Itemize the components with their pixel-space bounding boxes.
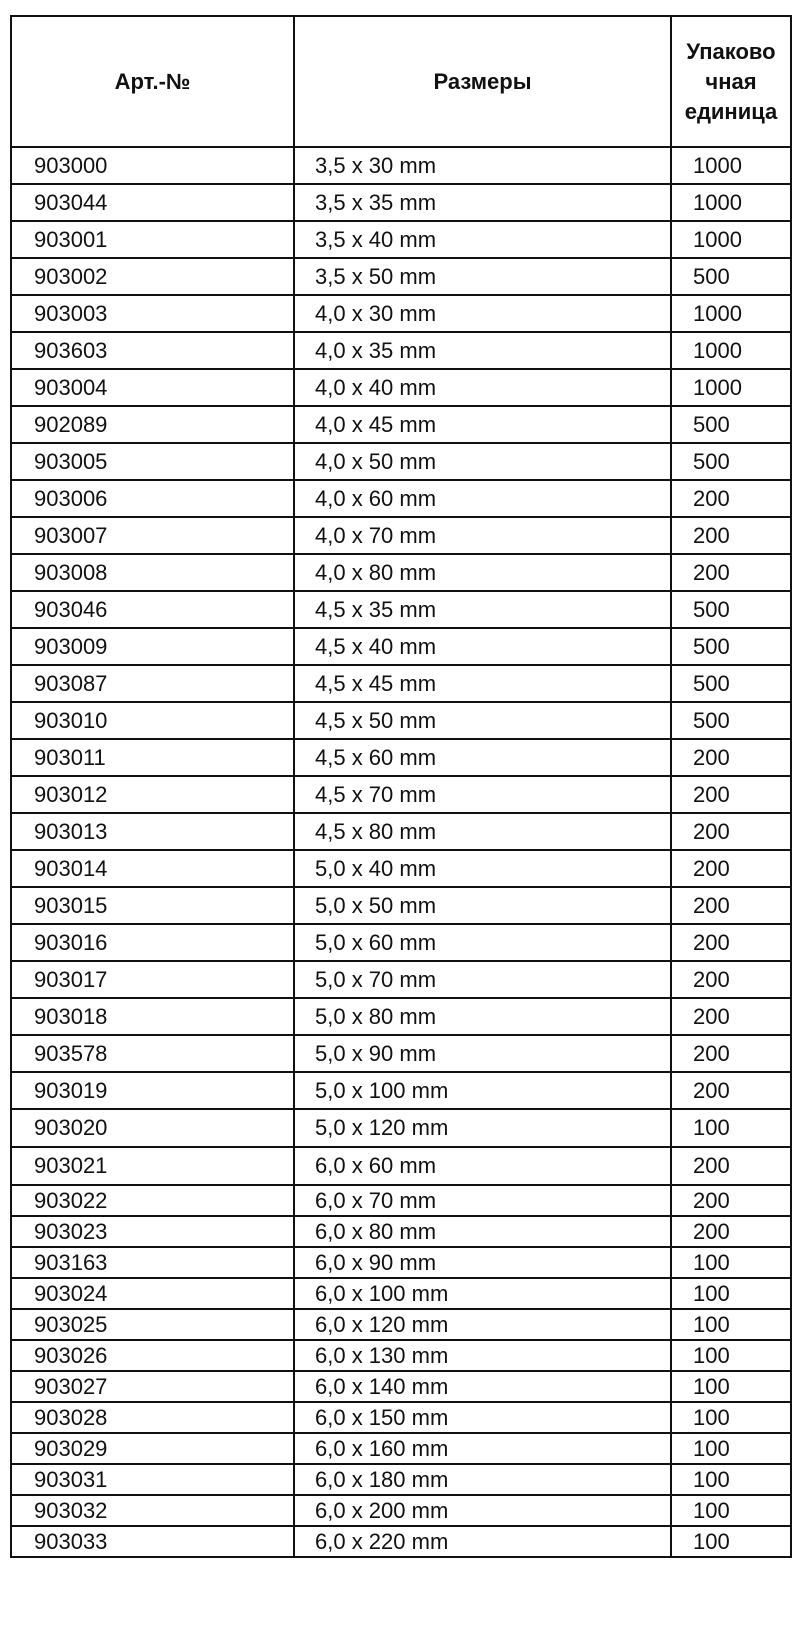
cell-dimensions: 4,5 x 50 mm (294, 702, 671, 739)
cell-article-number: 903028 (11, 1402, 294, 1433)
cell-packaging-unit: 100 (671, 1371, 791, 1402)
table-row (11, 998, 791, 1035)
table-row (11, 1433, 791, 1464)
cell-packaging-unit: 200 (671, 1035, 791, 1072)
cell-article-number: 903027 (11, 1371, 294, 1402)
table-row (11, 1072, 791, 1109)
cell-dimensions: 3,5 x 50 mm (294, 258, 671, 295)
cell-dimensions: 4,0 x 30 mm (294, 295, 671, 332)
cell-article-number: 903029 (11, 1433, 294, 1464)
table-row (11, 332, 791, 369)
cell-article-number: 903008 (11, 554, 294, 591)
table-row (11, 443, 791, 480)
cell-packaging-unit: 100 (671, 1464, 791, 1495)
table-row (11, 554, 791, 591)
cell-packaging-unit: 1000 (671, 221, 791, 258)
cell-packaging-unit: 100 (671, 1309, 791, 1340)
cell-packaging-unit: 500 (671, 443, 791, 480)
cell-dimensions: 5,0 x 50 mm (294, 887, 671, 924)
table-row (11, 1371, 791, 1402)
cell-article-number: 903025 (11, 1309, 294, 1340)
cell-packaging-unit: 500 (671, 665, 791, 702)
cell-dimensions: 4,0 x 70 mm (294, 517, 671, 554)
cell-article-number: 903011 (11, 739, 294, 776)
header-row (11, 16, 791, 147)
cell-packaging-unit: 1000 (671, 184, 791, 221)
cell-article-number: 903020 (11, 1109, 294, 1147)
table-row (11, 258, 791, 295)
table-row (11, 1147, 791, 1185)
cell-packaging-unit: 100 (671, 1433, 791, 1464)
table-row (11, 369, 791, 406)
cell-packaging-unit: 200 (671, 1147, 791, 1185)
cell-packaging-unit: 100 (671, 1340, 791, 1371)
cell-article-number: 903003 (11, 295, 294, 332)
table-row (11, 406, 791, 443)
cell-article-number: 903033 (11, 1526, 294, 1557)
cell-dimensions: 6,0 x 100 mm (294, 1278, 671, 1309)
cell-article-number: 903000 (11, 147, 294, 184)
cell-packaging-unit: 500 (671, 258, 791, 295)
cell-packaging-unit: 200 (671, 887, 791, 924)
cell-article-number: 903002 (11, 258, 294, 295)
cell-packaging-unit: 200 (671, 998, 791, 1035)
cell-dimensions: 4,0 x 35 mm (294, 332, 671, 369)
cell-article-number: 903031 (11, 1464, 294, 1495)
table-row (11, 739, 791, 776)
cell-packaging-unit: 100 (671, 1402, 791, 1433)
cell-dimensions: 6,0 x 160 mm (294, 1433, 671, 1464)
table-row (11, 1340, 791, 1371)
cell-packaging-unit: 200 (671, 1072, 791, 1109)
table-row (11, 1216, 791, 1247)
cell-article-number: 903032 (11, 1495, 294, 1526)
table-row (11, 850, 791, 887)
cell-dimensions: 4,0 x 40 mm (294, 369, 671, 406)
cell-article-number: 903012 (11, 776, 294, 813)
cell-article-number: 903004 (11, 369, 294, 406)
table-row (11, 1402, 791, 1433)
cell-packaging-unit: 200 (671, 480, 791, 517)
cell-article-number: 903007 (11, 517, 294, 554)
cell-article-number: 903017 (11, 961, 294, 998)
cell-packaging-unit: 1000 (671, 147, 791, 184)
table-row (11, 1526, 791, 1557)
cell-article-number: 903044 (11, 184, 294, 221)
cell-packaging-unit: 100 (671, 1109, 791, 1147)
cell-packaging-unit: 500 (671, 702, 791, 739)
cell-article-number: 903005 (11, 443, 294, 480)
cell-dimensions: 5,0 x 40 mm (294, 850, 671, 887)
cell-article-number: 903013 (11, 813, 294, 850)
product-table (10, 15, 792, 1558)
table-row (11, 1109, 791, 1147)
cell-packaging-unit: 200 (671, 1216, 791, 1247)
table-row (11, 924, 791, 961)
cell-article-number: 903006 (11, 480, 294, 517)
cell-dimensions: 4,0 x 45 mm (294, 406, 671, 443)
table-row (11, 591, 791, 628)
table-row (11, 480, 791, 517)
cell-packaging-unit: 1000 (671, 369, 791, 406)
header-article-number: Арт.-№ (11, 16, 294, 147)
cell-article-number: 903016 (11, 924, 294, 961)
cell-packaging-unit: 200 (671, 517, 791, 554)
cell-packaging-unit: 200 (671, 924, 791, 961)
cell-article-number: 903014 (11, 850, 294, 887)
cell-dimensions: 5,0 x 80 mm (294, 998, 671, 1035)
cell-packaging-unit: 500 (671, 406, 791, 443)
cell-dimensions: 5,0 x 60 mm (294, 924, 671, 961)
cell-article-number: 903010 (11, 702, 294, 739)
cell-packaging-unit: 1000 (671, 295, 791, 332)
cell-dimensions: 6,0 x 90 mm (294, 1247, 671, 1278)
cell-packaging-unit: 200 (671, 1185, 791, 1216)
cell-dimensions: 5,0 x 70 mm (294, 961, 671, 998)
header-packaging-unit (671, 16, 791, 147)
table-row (11, 1247, 791, 1278)
table-row (11, 813, 791, 850)
cell-article-number: 903019 (11, 1072, 294, 1109)
table-row (11, 887, 791, 924)
table-row (11, 1464, 791, 1495)
cell-packaging-unit: 200 (671, 813, 791, 850)
cell-dimensions: 6,0 x 200 mm (294, 1495, 671, 1526)
cell-article-number: 903046 (11, 591, 294, 628)
table-row (11, 702, 791, 739)
table-row (11, 221, 791, 258)
cell-dimensions: 5,0 x 120 mm (294, 1109, 671, 1147)
cell-article-number: 903163 (11, 1247, 294, 1278)
cell-packaging-unit: 500 (671, 628, 791, 665)
table-row (11, 1278, 791, 1309)
cell-dimensions: 6,0 x 150 mm (294, 1402, 671, 1433)
cell-dimensions: 4,5 x 80 mm (294, 813, 671, 850)
cell-packaging-unit: 200 (671, 739, 791, 776)
cell-dimensions: 5,0 x 100 mm (294, 1072, 671, 1109)
cell-article-number: 903018 (11, 998, 294, 1035)
table-row (11, 665, 791, 702)
cell-packaging-unit: 100 (671, 1247, 791, 1278)
cell-packaging-unit: 200 (671, 850, 791, 887)
cell-dimensions: 6,0 x 130 mm (294, 1340, 671, 1371)
cell-dimensions: 6,0 x 180 mm (294, 1464, 671, 1495)
cell-dimensions: 4,0 x 80 mm (294, 554, 671, 591)
cell-packaging-unit: 200 (671, 961, 791, 998)
cell-dimensions: 4,0 x 50 mm (294, 443, 671, 480)
cell-article-number: 903001 (11, 221, 294, 258)
header-packaging-unit-text: Упаково чная единица (684, 38, 778, 124)
cell-dimensions: 4,5 x 35 mm (294, 591, 671, 628)
table-row (11, 1495, 791, 1526)
cell-dimensions: 3,5 x 30 mm (294, 147, 671, 184)
cell-packaging-unit: 100 (671, 1495, 791, 1526)
cell-article-number: 902089 (11, 406, 294, 443)
table-row (11, 1035, 791, 1072)
cell-packaging-unit: 500 (671, 591, 791, 628)
cell-article-number: 903015 (11, 887, 294, 924)
table-row (11, 1185, 791, 1216)
cell-dimensions: 6,0 x 70 mm (294, 1185, 671, 1216)
table-row (11, 184, 791, 221)
table-body (11, 147, 791, 1557)
cell-article-number: 903021 (11, 1147, 294, 1185)
table-row (11, 517, 791, 554)
cell-dimensions: 4,5 x 60 mm (294, 739, 671, 776)
table-row (11, 147, 791, 184)
cell-dimensions: 6,0 x 120 mm (294, 1309, 671, 1340)
cell-article-number: 903603 (11, 332, 294, 369)
cell-article-number: 903024 (11, 1278, 294, 1309)
cell-packaging-unit: 100 (671, 1278, 791, 1309)
cell-dimensions: 5,0 x 90 mm (294, 1035, 671, 1072)
cell-article-number: 903026 (11, 1340, 294, 1371)
cell-dimensions: 6,0 x 140 mm (294, 1371, 671, 1402)
cell-dimensions: 3,5 x 35 mm (294, 184, 671, 221)
cell-packaging-unit: 200 (671, 554, 791, 591)
table-row (11, 776, 791, 813)
cell-dimensions: 6,0 x 220 mm (294, 1526, 671, 1557)
cell-article-number: 903578 (11, 1035, 294, 1072)
table-row (11, 961, 791, 998)
cell-article-number: 903009 (11, 628, 294, 665)
cell-dimensions: 4,5 x 45 mm (294, 665, 671, 702)
cell-dimensions: 6,0 x 60 mm (294, 1147, 671, 1185)
cell-dimensions: 4,5 x 40 mm (294, 628, 671, 665)
cell-article-number: 903087 (11, 665, 294, 702)
table-row (11, 1309, 791, 1340)
cell-article-number: 903023 (11, 1216, 294, 1247)
cell-dimensions: 3,5 x 40 mm (294, 221, 671, 258)
cell-dimensions: 4,5 x 70 mm (294, 776, 671, 813)
cell-dimensions: 6,0 x 80 mm (294, 1216, 671, 1247)
table-row (11, 628, 791, 665)
cell-dimensions: 4,0 x 60 mm (294, 480, 671, 517)
header-dimensions: Размеры (294, 16, 671, 147)
table-row (11, 295, 791, 332)
cell-packaging-unit: 200 (671, 776, 791, 813)
cell-article-number: 903022 (11, 1185, 294, 1216)
cell-packaging-unit: 1000 (671, 332, 791, 369)
cell-packaging-unit: 100 (671, 1526, 791, 1557)
